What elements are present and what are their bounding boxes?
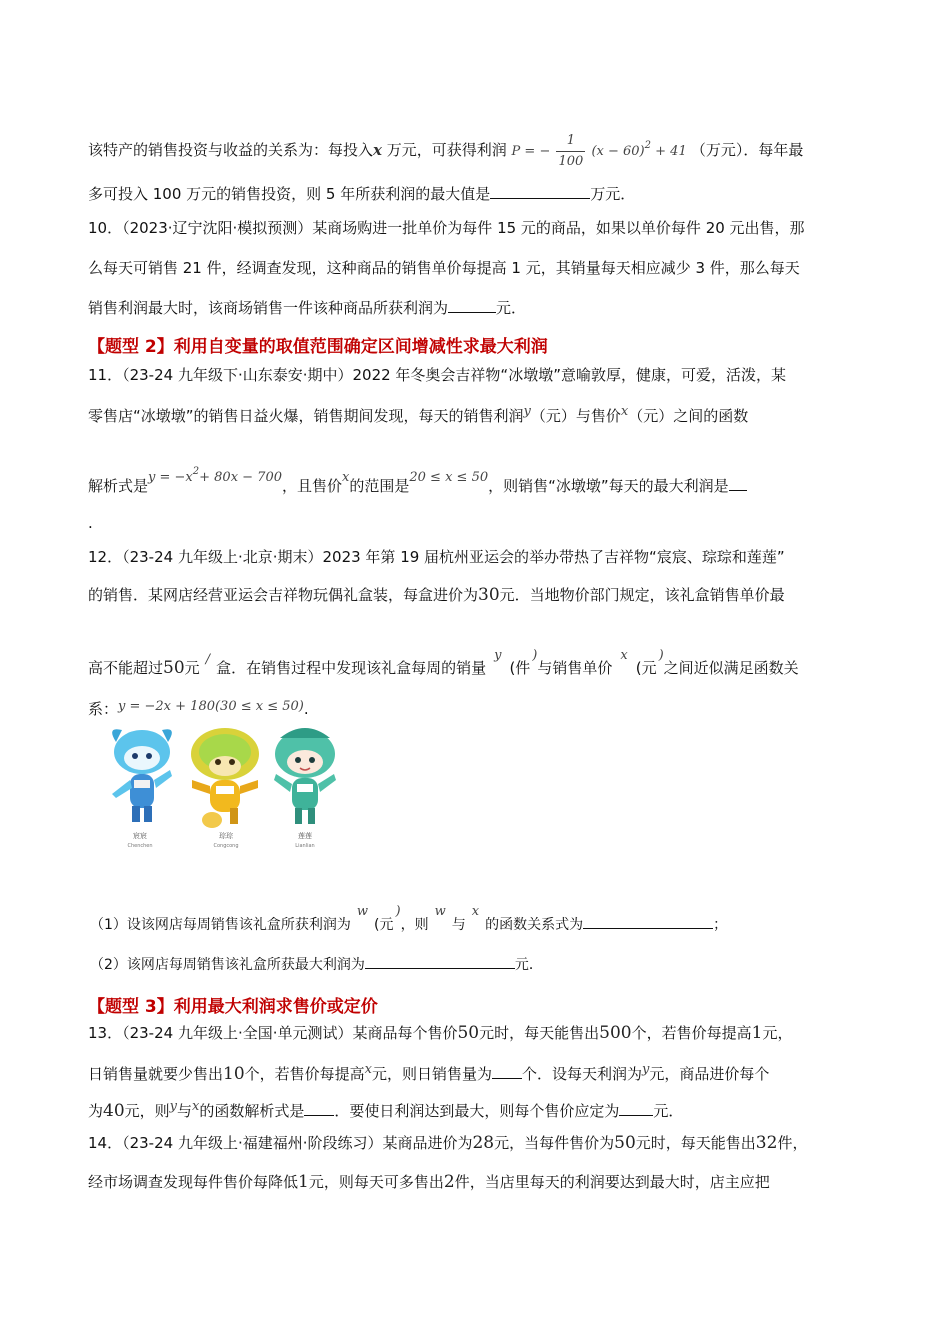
section-heading-3: 【题型 3】利用最大利润求售价或定价	[88, 997, 378, 1017]
text: 该特产的销售投资与收益的关系为：每投入	[88, 141, 374, 159]
mascot-chenchen	[112, 729, 172, 849]
q14-line-2: 经市场调查发现每件售价每降低1元，则每天可多售出2件，当店里每天的利润要达到最大时，店主应把	[88, 1172, 770, 1192]
answer-blank[interactable]	[492, 1062, 522, 1079]
mascot-image	[100, 722, 348, 858]
q9-line-2: 多可投入 100 万元的销售投资，则 5 年所获利润的最大值是 万元．	[88, 182, 635, 204]
mascot-label: 宸宸	[133, 832, 147, 840]
mascot-label: Chenchen	[127, 843, 153, 849]
var-x: x	[373, 141, 382, 159]
answer-blank[interactable]	[490, 182, 590, 199]
mascot-label: Congcong	[213, 843, 239, 849]
text: 万元，可获得利润	[386, 141, 507, 159]
function-formula: y = −2x + 180(30 ≤ x ≤ 50)	[118, 699, 304, 714]
answer-blank[interactable]	[365, 952, 515, 969]
mascot-label: 琮琮	[219, 832, 233, 840]
q10-line-2: 么每天可销售 21 件，经调查发现，这种商品的销售单价每提高 1 元，其销量每天相应减少 3 件，那么每天	[88, 259, 800, 277]
q14-line-1: 14．（23-24 九年级上·福建福州·阶段练习）某商品进价为28元，当每件售价为50元时，每天能售出32件，	[88, 1133, 808, 1153]
q12-line-3: 高不能超过50元 / 盒．在销售过程中发现该礼盒每周的销量y(件)与销售单价x(元)之间近似满足函数关	[88, 648, 799, 678]
mascot-lianlian	[274, 728, 336, 849]
range-formula: 20 ≤ x ≤ 50	[409, 470, 489, 485]
q10-line-3: 销售利润最大时，该商场销售一件该种商品所获利润为 元．	[88, 296, 526, 318]
q10-line-1: 10．（2023·辽宁沈阳·模拟预测）某商场购进一批单价为每件 15 元的商品，如果以单价每件 20 元出售，那	[88, 219, 805, 237]
q12-line-4: 系：y = −2x + 180(30 ≤ x ≤ 50).	[88, 699, 309, 718]
answer-blank[interactable]	[619, 1099, 653, 1116]
mascot-label: Lianlian	[295, 843, 315, 849]
answer-blank[interactable]	[304, 1099, 334, 1116]
mascot-label: 莲莲	[298, 832, 312, 840]
text: （万元）．每年最	[690, 141, 804, 159]
q11-line-2: 零售店“冰墩墩”的销售日益火爆，销售期间发现，每天的销售利润y（元）与售价x（元）之间的函数	[88, 404, 749, 425]
q11-line-4: .	[88, 514, 93, 532]
answer-blank[interactable]	[729, 474, 747, 491]
profit-formula: P = − $\frac{1}{100}$ $(x - 60)^2 + 41$	[511, 133, 687, 169]
q12-sub-1: （1）设该网店每周销售该礼盒所获利润为w(元)，则w与x的函数关系式为 ；	[90, 904, 728, 933]
q12-sub-2: （2）该网店每周销售该礼盒所获最大利润为 元．	[90, 952, 543, 975]
mascot-congcong	[191, 728, 259, 849]
q13-line-1: 13．（23-24 九年级上·全国·单元测试）某商品每个售价50元时，每天能售出500个，若售价每提高1元，	[88, 1023, 793, 1043]
answer-blank[interactable]	[448, 296, 496, 313]
q13-line-2: 日销售量就要少售出10个，若售价每提高x元，则日销售量为 个．设每天利润为y元，商品进价每个	[88, 1062, 770, 1084]
q12-line-2: 的销售．某网店经营亚运会吉祥物玩偶礼盒装，每盒进价为30元．当地物价部门规定，该礼盒销售单价最	[88, 585, 785, 605]
answer-blank[interactable]	[583, 912, 713, 929]
section-heading-2: 【题型 2】利用自变量的取值范围确定区间增减性求最大利润	[88, 337, 548, 357]
q11-line-1: 11．（23-24 九年级下·山东泰安·期中）2022 年冬奥会吉祥物“冰墩墩”意喻敦厚，健康，可爱，活泼，某	[88, 366, 786, 384]
q11-line-3: 解析式是$y = -x^2+ 80x - 700$，且售价x的范围是20 ≤ x ≤ 50，则销售“冰墩墩”每天的最大利润是	[88, 462, 747, 496]
q12-line-1: 12．（23-24 九年级上·北京·期末）2023 年第 19 届杭州亚运会的举办带热了吉祥物“宸宸、琮琮和莲莲”	[88, 548, 785, 566]
function-formula: $y = -x^2+ 80x - 700$	[148, 466, 282, 485]
q9-line-1	[88, 131, 803, 172]
q13-line-3: 为40元，则y与x的函数解析式是 ．要使日利润达到最大，则每个售价应定为 元．	[88, 1099, 684, 1121]
